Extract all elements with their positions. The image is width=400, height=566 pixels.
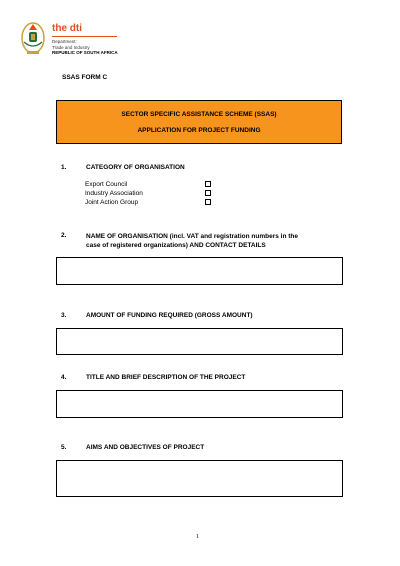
banner-subtitle: APPLICATION FOR PROJECT FUNDING [137,127,261,134]
category-label-joint-action-group: Joint Action Group [85,199,139,206]
category-label-industry-association: Industry Association [85,190,143,197]
country-line: REPUBLIC OF SOUTH AFRICA [52,50,118,55]
section-title: CATEGORY OF ORGANISATION [86,164,185,171]
section-title: AMOUNT OF FUNDING REQUIRED (GROSS AMOUNT) [86,312,253,319]
funding-amount-field[interactable] [56,328,343,355]
checkbox-joint-action-group[interactable] [205,199,211,205]
title-banner [56,100,342,144]
section-title-line-1: NAME OF ORGANISATION (incl. VAT and registration numbers in the [86,233,298,240]
checkbox-export-council[interactable] [205,181,211,187]
page-number: 1 [196,534,199,540]
form-code: SSAS FORM C [62,74,108,81]
section-title: AIMS AND OBJECTIVES OF PROJECT [86,444,205,451]
organisation-details-field[interactable] [56,257,343,285]
section-number: 5. [61,444,67,451]
section-number: 3. [61,312,67,319]
aims-objectives-field[interactable] [56,460,343,497]
banner-title: SECTOR SPECIFIC ASSISTANCE SCHEME (SSAS) [121,111,277,118]
section-title: TITLE AND BRIEF DESCRIPTION OF THE PROJECT [86,374,246,381]
section-number: 4. [61,374,67,381]
dept-line-1: Department: [52,39,77,44]
section-number: 2. [61,232,67,239]
project-description-field[interactable] [56,390,343,418]
checkbox-industry-association[interactable] [205,190,211,196]
section-title-line-2: case of registered organizations) AND CONTACT DETAILS [86,242,266,249]
coat-of-arms-icon [20,20,46,58]
brand-block [52,23,118,56]
header [20,20,380,60]
dept-line-2: Trade and Industry [52,44,90,50]
section-number: 1. [61,164,67,171]
brand-name: the dti [52,23,82,34]
brand-divider [52,36,117,37]
section-title [86,232,341,250]
category-options [85,180,143,207]
category-label-export-council: Export Council [85,181,128,188]
